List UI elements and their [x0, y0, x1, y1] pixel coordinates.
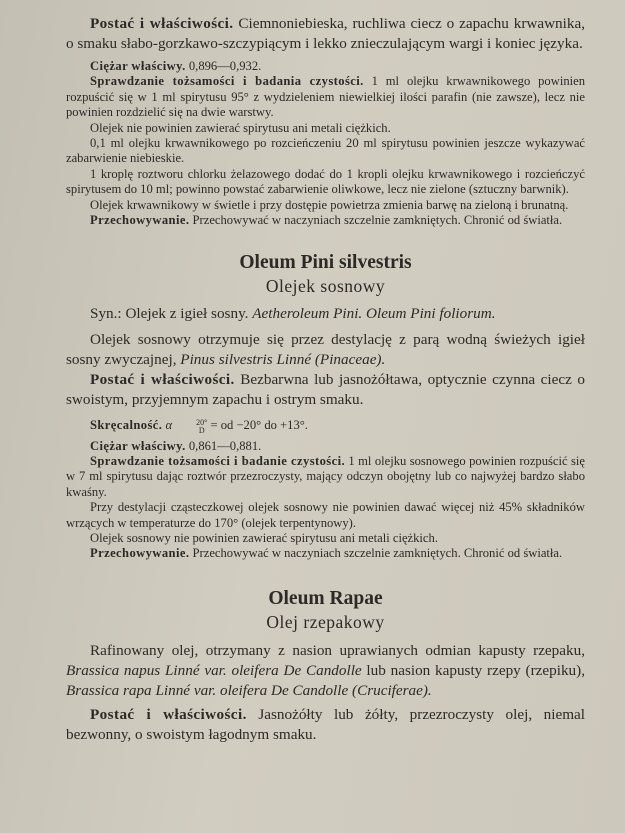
section-title-rapae: Oleum Rapae [268, 587, 383, 609]
postac-paragraph-3 [66, 705, 585, 745]
przechowywanie-paragraph-2 [66, 546, 585, 561]
intro-paragraph-pini [66, 330, 585, 370]
paragraph-metale-1: Olejek nie powinien zawierać spirytusu ani metali ciężkich. [90, 120, 391, 135]
ciezar-text-1: 0,896—0,932. [185, 59, 262, 73]
skrecalnosc-text: = od −20° do +13°. [207, 418, 308, 433]
paragraph-rozcienczenie: 0,1 ml olejku krwawnikowego po rozcieńczeniu 20 ml spirytusu powinien jeszcze wykazywać zabarwienie niebieskie. [66, 136, 585, 166]
section-subtitle-rapae: Olej rzepakowy [266, 611, 385, 632]
sprawdzanie-label-2: Sprawdzanie tożsamości i badanie czystości. [90, 453, 346, 468]
skrecalnosc-label: Skręcalność. [90, 418, 163, 433]
postac-text-3: Jasnożółty lub żółty, przezroczysty olej, niemal bezwonny, o swoistym łagodnym smaku. [66, 705, 585, 743]
przechowywanie-paragraph-1 [66, 213, 585, 228]
ciezar-label-2: Ciężar właściwy. [90, 438, 186, 453]
postac-label-1: Postać i właściwości. [90, 15, 234, 32]
sprawdzanie-paragraph-2 [66, 454, 585, 500]
intro-latin-pini: Pinus silvestris Linné (Pinaceae). [180, 351, 386, 369]
section-subtitle-pini: Olejek sosnowy [265, 276, 386, 297]
sprawdzanie-paragraph-1 [66, 74, 585, 120]
synonyms-paragraph [66, 304, 585, 324]
intro-latin-rapa: Brassica rapa Linné var. oleifera De Candolle (Cruciferae). [66, 681, 432, 699]
przechowywanie-label-2: Przechowywanie. [90, 546, 190, 561]
sprawdzanie-label-1: Sprawdzanie tożsamości i badania czystości. [90, 74, 364, 89]
synonyms-prefix: Syn.: Olejek z igieł sosny. [90, 305, 253, 323]
paragraph-barwa: Olejek krwawnikowy w świetle i przy dostępie powietrza zmienia barwę na zieloną i brunatną. [90, 197, 569, 212]
intro-text-rapae-a: Rafinowany olej, otrzymany z nasion uprawianych odmian kapusty rzepaku, [90, 641, 585, 659]
sprawdzanie-text-2: 1 ml olejku sosnowego powinien rozpuścić się w 7 ml spirytusu dając roztwór przezroczysty, mający odczyn obojętny lub co najwyżej bardzo słabo kwaśny. [66, 453, 585, 499]
section-title-pini: Oleum Pini silvestris [239, 252, 412, 274]
postac-paragraph-1 [66, 14, 585, 54]
ciezar-text-2: 0,861—0,881. [185, 438, 262, 453]
postac-text-1: Ciemnoniebieska, ruchliwa ciecz o zapachu krwawnika, o smaku słabo-gorzkawo-szczypiącym i lekko znieczulającym wargi i koniec języka. [66, 15, 585, 52]
przechowywanie-label-1: Przechowywanie. [90, 213, 190, 228]
sprawdzanie-text-1: 1 ml olejku krwawnikowego powinien rozpuścić się w 1 ml spirytusu 95° z wydzieleniem niewielkiej ilości parafin (nie zawsze), lecz nie powinien rozdzielić się na dwie warstwy. [66, 74, 585, 120]
przechowywanie-text-1: Przechowywać w naczyniach szczelnie zamkniętych. Chronić od światła. [189, 213, 563, 228]
alpha-symbol: α [165, 418, 173, 433]
postac-paragraph-2 [66, 370, 585, 410]
paragraph-destylacja: Przy destylacji cząsteczkowej olejek sosnowy nie powinien dawać więcej niż 45% składników wrzących w temperaturze do 170° (olejek terpentynowy). [66, 500, 585, 530]
paragraph-chlorek: 1 kroplę roztworu chlorku żelazowego dodać do 1 kropli olejku krwawnikowego i rozcieńczyć spirytusem do 10 ml; powinno powstać zabarwienie oliwkowe, lecz nie zielone (sztuczny barwnik). [66, 166, 585, 197]
postac-label-2: Postać i właściwości. [90, 371, 235, 389]
synonyms-latin: Aetheroleum Pini. Oleum Pini foliorum. [252, 305, 496, 323]
ciezar-label-1: Ciężar właściwy. [90, 59, 186, 73]
ciezar-paragraph-2 [66, 439, 585, 454]
postac-label-3: Postać i właściwości. [90, 705, 247, 723]
intro-paragraph-rapae [66, 641, 585, 701]
ciezar-paragraph-1 [66, 59, 585, 74]
intro-text-rapae-b: lub nasion kapusty rzepy (rzepiku), [361, 661, 585, 679]
paragraph-metale-2: Olejek sosnowy nie powinien zawierać spirytusu ani metali ciężkich. [90, 531, 438, 546]
skrecalnosc-sup: 20° [196, 417, 208, 427]
skrecalnosc-indices [172, 419, 207, 435]
postac-text-2: Bezbarwna lub jasnożółtawa, optycznie czynna ciecz o swoistym, przyjemnym zapachu i ostrym smaku. [66, 371, 585, 409]
skrecalnosc-paragraph [66, 418, 585, 434]
intro-latin-napus: Brassica napus Linné var. oleifera De Candolle [66, 661, 362, 679]
przechowywanie-text-2: Przechowywać w naczyniach szczelnie zamkniętych. Chronić od światła. [189, 546, 563, 561]
intro-text-pini: Olejek sosnowy otrzymuje się przez destylację z parą wodną świeżych igieł sosny zwyczajnej, [66, 331, 585, 369]
skrecalnosc-sub: D [198, 425, 205, 435]
